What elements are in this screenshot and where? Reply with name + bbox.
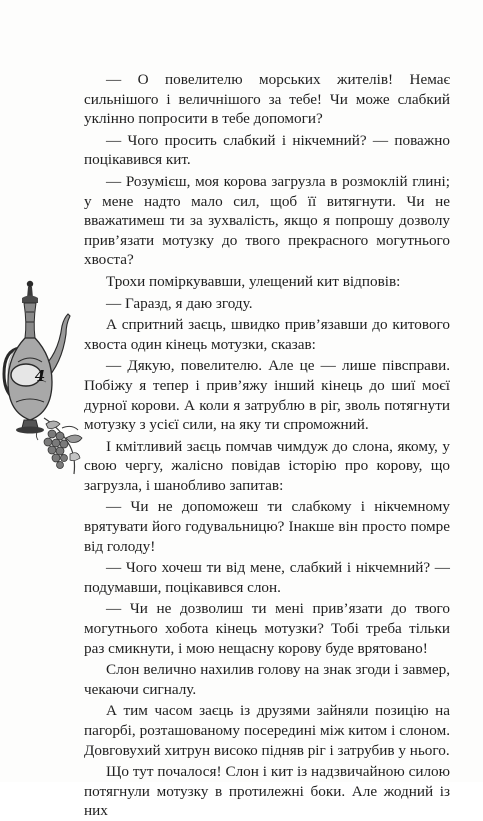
page-number: 4 [34,367,46,385]
paragraph: — Чого просить слабкий і нікчемний? — поважно поцікавився кит. [84,131,450,169]
paragraph: І кмітливий заєць помчав чимдуж до слона, якому, у свою чергу, жалісно повідав історію про корову, що загрузла, і шанобливо запитав: [84,437,450,494]
paragraph: А спритний заєць, швидко прив’язавши до китового хвоста один кінець мотузки, сказав: [84,316,450,353]
paragraph: А тим часом заєць із друзями зайняли позицію на пагорбі, розташованому посередині між китом і слоном. Довговухий хитрун високо підняв ріг і затрубив у нього. [84,702,450,759]
paragraph: — Розумієш, моя корова загрузла в розмоклій глині; у мене надто мало сил, щоб її витягнути. Чи не вважатимеш ти за зухвалість, якщо я попрошу дозволу прив’язати мотузку до твого прекрасного могутнього хвоста? [84,172,450,269]
paragraph: Слон велично нахилив голову на знак згоди і завмер, чекаючи сигналу. [84,661,450,698]
paragraph: — Чого хочеш ти від мене, слабкий і нікчемний? — подумавши, поцікавився слон. [84,559,450,596]
body-text [84,70,450,821]
paragraph: — Чи не дозволиш ти мені прив’язати до твого могутнього хобота кінець мотузки? Тобі треба тільки раз смикнути, і мою нещасну корову буде врятовано! [84,600,450,657]
paragraph: — Дякую, повелителю. Але це — лише півсправи. Побіжу я тепер і прив’яжу інший кінець до шиї моєї дурної корови. А коли я затрублю в ріг, зволь потягнути мотузку з усієї сили, на яку ти спроможний. [84,357,450,434]
paragraph: — О повелителю морських жителів! Немає сильнішого і величнішого за тебе! Чи може слабкий уклінно попросити в тебе допомоги? [84,71,450,128]
paragraph: Трохи поміркувавши, улещений кит відповів: [106,272,401,290]
paragraph: — Чи не допоможеш ти слабкому і нікчемному врятувати його годувальницю? Інакше він просто помре від голоду! [84,498,450,555]
paragraph: — Гаразд, я даю згоду. [106,294,253,312]
paragraph: Що тут почалося! Слон і кит із надзвичайною силою потягнули мотузку в протилежні боки. Але жодний із них [84,763,450,820]
